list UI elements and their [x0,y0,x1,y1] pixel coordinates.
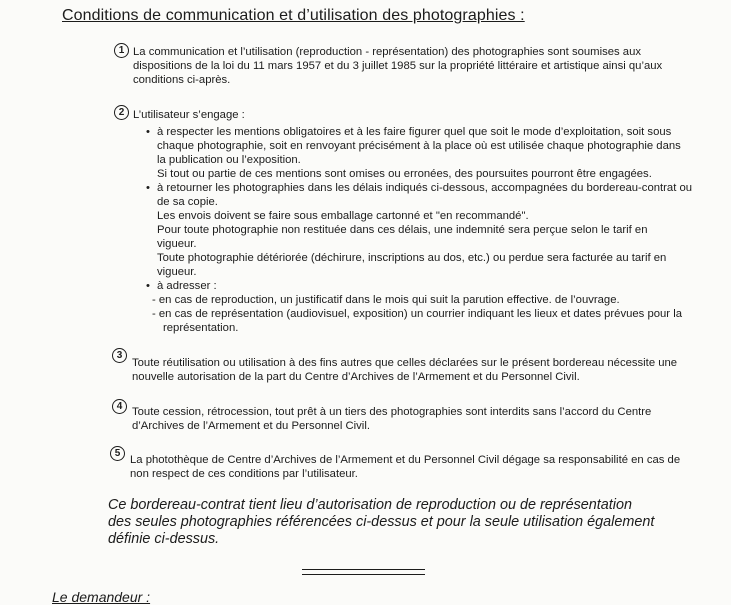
bullet-item [146,181,693,195]
section-1-line: dispositions de la loi du 11 mars 1957 et du 3 juillet 1985 sur la propriété littéraire et artistique ainsi qu’aux [133,60,663,72]
bullet-line: Pour toute photographie non restituée dans ces délais, une indemnité sera perçue selon le tarif en [157,224,648,236]
dash-line: - en cas de reproduction, un justificatif dans le mois qui suit la parution effective. de l’ouvrage. [152,294,620,306]
bullet-line: la publication ou l’exposition. [157,154,301,166]
section-5-line: non respect de ces conditions par l’utilisateur. [130,468,358,480]
bullet-line: vigueur. [157,266,197,278]
section-1-line: La communication et l’utilisation (reproduction - représentation) des photographies sont soumises aux [133,46,642,58]
section-3-line: nouvelle autorisation de la part du Centre d’Archives de l’Armement et du Personnel Civil. [132,371,580,383]
bullet-line: à respecter les mentions obligatoires et à les faire figurer quel que soit le mode d’exploitation, soit sous [157,126,672,138]
bullet-line: à retourner les photographies dans les délais indiqués ci-dessous, accompagnées du bordereau-contrat ou [157,182,693,194]
section-5-text [130,453,680,481]
section-1-text [133,45,662,87]
page-title: Conditions de communication et d’utilisation des photographies : [62,7,525,24]
bullet-line: Si tout ou partie de ces mentions sont omises ou erronées, des poursuites pourront être engagées. [157,168,652,180]
section-2-dash-items [152,293,682,335]
section-5-line: La photothèque de Centre d’Archives de l’Armement et du Personnel Civil dégage sa responsabilité en cas de [130,454,681,466]
section-4-line: Toute cession, rétrocession, tout prêt à un tiers des photographies sont interdits sans l’accord du Centre [132,406,652,418]
section-number-5: 5 [110,446,125,461]
closing-line: des seules photographies référencées ci-dessus et pour la seule utilisation également [108,514,655,530]
bullet-icon: • [146,126,150,138]
divider-line [302,569,425,570]
bullet-line: de sa copie. [157,196,218,208]
bullet-line: Toute photographie détériorée (déchirure, inscriptions au dos, etc.) ou perdue sera facturée au tarif en [157,252,667,264]
section-2-bullets [146,125,693,293]
bullet-item [146,125,692,139]
section-4-text [132,405,651,433]
section-3-text [132,356,677,384]
section-number-1: 1 [114,43,129,58]
section-number-4: 4 [112,399,127,414]
bullet-line: chaque photographie, soit en renvoyant précisément à la place où est utilisée chaque photographie dans [157,140,681,152]
divider-line [302,574,425,575]
bullet-line: à adresser : [157,280,217,292]
section-1-line: conditions ci-après. [133,74,231,86]
section-number-3: 3 [112,348,127,363]
section-4-line: d’Archives de l’Armement et du Personnel Civil. [132,420,370,432]
bullet-line: vigueur. [157,238,197,250]
closing-line: définie ci-dessus. [108,531,220,547]
closing-line: Ce bordereau-contrat tient lieu d’autorisation de reproduction ou de représentation [108,497,632,513]
signature-label: Le demandeur : [52,589,151,605]
bullet-item [146,279,692,293]
section-3-line: Toute réutilisation ou utilisation à des fins autres que celles déclarées sur le présent bordereau nécessite une [132,357,678,369]
dash-line: représentation. [163,322,239,334]
section-2-intro: L’utilisateur s’engage : [133,109,245,121]
bullet-icon: • [146,280,150,292]
section-number-2: 2 [114,105,129,120]
bullet-icon: • [146,182,150,194]
closing-statement [108,497,654,548]
dash-line: - en cas de représentation (audiovisuel, exposition) un courrier indiquant les lieux et dates prévues pour la [152,308,683,320]
bullet-line: Les envois doivent se faire sous emballage cartonné et "en recommandé". [157,210,529,222]
